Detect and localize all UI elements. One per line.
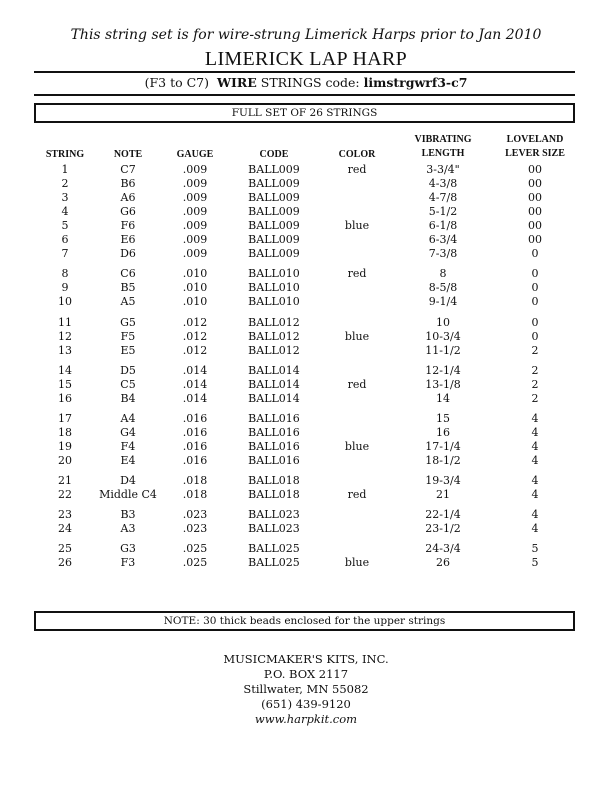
intro-text: This string set is for wire-strung Limerick Harps prior to Jan 2010 — [70, 27, 542, 43]
cell-note: G3 — [120, 542, 136, 556]
cell-code: BALL016 — [248, 411, 300, 425]
cell-vibrating-length: 18-1/2 — [425, 453, 461, 467]
table-row — [0, 474, 612, 488]
cell-code: BALL014 — [248, 377, 300, 391]
cell-code: BALL009 — [248, 219, 300, 233]
cell-string: 10 — [58, 295, 72, 309]
cell-gauge: .010 — [182, 267, 208, 281]
cell-lever-size: 0 — [531, 295, 539, 309]
header-lever-line1: LOVELAND — [506, 134, 564, 145]
cell-gauge: .014 — [182, 363, 208, 377]
cell-note: G4 — [120, 425, 136, 439]
wire-text: WIRE — [216, 75, 257, 90]
cell-string: 3 — [61, 191, 69, 205]
cell-vibrating-length: 17-1/4 — [425, 439, 461, 453]
cell-gauge: .010 — [182, 295, 208, 309]
cell-code: BALL023 — [248, 522, 300, 536]
cell-code: BALL010 — [248, 281, 300, 295]
cell-color: red — [347, 267, 367, 281]
subtitle — [0, 75, 612, 90]
table-row — [0, 233, 612, 247]
cell-lever-size: 4 — [531, 453, 539, 467]
cell-vibrating-length: 4-7/8 — [428, 191, 458, 205]
cell-vibrating-length: 26 — [436, 556, 450, 570]
city-state-zip: Stillwater, MN 55082 — [243, 682, 369, 696]
cell-gauge: .016 — [182, 411, 208, 425]
table-row — [0, 330, 612, 344]
cell-vibrating-length: 13-1/8 — [425, 377, 461, 391]
cell-string: 4 — [61, 205, 69, 219]
cell-lever-size: 2 — [531, 391, 539, 405]
cell-code: BALL010 — [248, 295, 300, 309]
cell-note: G5 — [120, 315, 136, 329]
cell-note: G6 — [120, 205, 136, 219]
cell-note: F4 — [120, 439, 136, 453]
header-gauge: GAUGE — [176, 149, 214, 160]
header-lever-size — [490, 133, 580, 161]
table-row — [0, 378, 612, 392]
cell-gauge: .016 — [182, 453, 208, 467]
cell-code: BALL009 — [248, 205, 300, 219]
cell-lever-size: 0 — [531, 329, 539, 343]
cell-code: BALL012 — [248, 343, 300, 357]
cell-note: B4 — [120, 391, 136, 405]
cell-gauge: .018 — [182, 474, 208, 487]
cell-note: F5 — [120, 329, 136, 343]
cell-note: A4 — [120, 411, 136, 425]
cell-string: 25 — [58, 542, 72, 556]
phone-number: (651) 439-9120 — [261, 697, 351, 711]
cell-gauge: .014 — [182, 391, 208, 405]
cell-vibrating-length: 16 — [436, 425, 450, 439]
cell-note: B3 — [120, 508, 136, 522]
cell-gauge: .010 — [182, 281, 208, 295]
cell-code: BALL025 — [248, 556, 300, 570]
table-row — [0, 191, 612, 205]
cell-vibrating-length: 21 — [436, 488, 450, 502]
table-row — [0, 281, 612, 295]
cell-code: BALL009 — [248, 191, 300, 205]
cell-lever-size: 2 — [531, 377, 539, 391]
cell-gauge: .023 — [182, 522, 208, 536]
cell-note: D4 — [120, 474, 136, 487]
cell-string: 26 — [58, 556, 72, 570]
header-vibrating-line1: VIBRATING — [414, 134, 472, 145]
cell-note: Middle C4 — [99, 488, 157, 502]
cell-string: 13 — [58, 343, 72, 357]
cell-gauge: .009 — [182, 233, 208, 247]
cell-lever-size: 00 — [528, 233, 542, 247]
cell-vibrating-length: 12-1/4 — [425, 363, 461, 377]
table-row — [0, 440, 612, 454]
company-name: MUSICMAKER'S KITS, INC. — [223, 652, 389, 666]
cell-string: 7 — [61, 247, 69, 261]
cell-code: BALL023 — [248, 508, 300, 522]
cell-lever-size: 0 — [531, 281, 539, 295]
cell-lever-size: 00 — [528, 163, 542, 176]
cell-vibrating-length: 8 — [439, 267, 447, 281]
cell-gauge: .018 — [182, 488, 208, 502]
title-rule-top — [34, 71, 575, 73]
cell-vibrating-length: 22-1/4 — [425, 508, 461, 522]
cell-code: BALL009 — [248, 233, 300, 247]
cell-lever-size: 00 — [528, 191, 542, 205]
cell-string: 22 — [58, 488, 72, 502]
cell-string: 21 — [58, 474, 72, 487]
set-code: limstrgwrf3-c7 — [363, 75, 468, 90]
cell-string: 11 — [58, 315, 72, 329]
header-note: NOTE — [113, 149, 143, 160]
cell-string: 9 — [61, 281, 69, 295]
cell-note: D5 — [120, 363, 136, 377]
cell-code: BALL018 — [248, 488, 300, 502]
cell-note: C5 — [120, 377, 136, 391]
cell-code: BALL018 — [248, 474, 300, 487]
cell-vibrating-length: 10 — [436, 315, 450, 329]
cell-vibrating-length: 14 — [436, 391, 450, 405]
cell-code: BALL009 — [248, 177, 300, 191]
table-row — [0, 205, 612, 219]
cell-vibrating-length: 3-3/4" — [426, 163, 460, 176]
table-row — [0, 344, 612, 358]
cell-lever-size: 0 — [531, 247, 539, 261]
cell-lever-size: 0 — [531, 315, 539, 329]
strings-code-label: STRINGS code: — [260, 75, 360, 90]
cell-code: BALL016 — [248, 439, 300, 453]
table-row — [0, 247, 612, 261]
cell-code: BALL012 — [248, 315, 300, 329]
cell-gauge: .012 — [182, 315, 208, 329]
cell-lever-size: 4 — [531, 508, 539, 522]
cell-gauge: .023 — [182, 508, 208, 522]
cell-code: BALL014 — [248, 363, 300, 377]
table-row — [0, 364, 612, 378]
cell-gauge: .025 — [182, 556, 208, 570]
cell-lever-size: 4 — [531, 439, 539, 453]
cell-note: B6 — [120, 177, 136, 191]
cell-string: 19 — [58, 439, 72, 453]
table-row — [0, 316, 612, 330]
cell-color: red — [347, 488, 367, 502]
cell-string: 6 — [61, 233, 69, 247]
cell-lever-size: 4 — [531, 488, 539, 502]
website-link[interactable]: www.harpkit.com — [254, 712, 358, 726]
cell-note: C6 — [120, 267, 136, 281]
cell-gauge: .012 — [182, 343, 208, 357]
cell-gauge: .014 — [182, 377, 208, 391]
cell-lever-size: 4 — [531, 522, 539, 536]
cell-note: A6 — [120, 191, 136, 205]
header-string: STRING — [45, 149, 85, 160]
cell-vibrating-length: 8-5/8 — [428, 281, 458, 295]
cell-string: 12 — [58, 329, 72, 343]
cell-string: 1 — [61, 163, 69, 176]
cell-color: blue — [344, 219, 370, 233]
cell-lever-size: 4 — [531, 411, 539, 425]
cell-vibrating-length: 15 — [436, 411, 450, 425]
cell-color: blue — [344, 556, 370, 570]
table-row — [0, 542, 612, 556]
cell-note: E5 — [120, 343, 136, 357]
cell-gauge: .012 — [182, 329, 208, 343]
table-row — [0, 412, 612, 426]
cell-vibrating-length: 9-1/4 — [428, 295, 458, 309]
full-set-banner: FULL SET OF 26 STRINGS — [34, 103, 575, 123]
cell-vibrating-length: 7-3/8 — [428, 247, 458, 261]
cell-gauge: .009 — [182, 205, 208, 219]
cell-code: BALL009 — [248, 163, 300, 176]
cell-note: E6 — [120, 233, 136, 247]
cell-lever-size: 00 — [528, 177, 542, 191]
cell-code: BALL009 — [248, 247, 300, 261]
cell-string: 23 — [58, 508, 72, 522]
cell-note: C7 — [120, 163, 136, 176]
table-row — [0, 163, 612, 177]
cell-code: BALL014 — [248, 391, 300, 405]
cell-vibrating-length: 11-1/2 — [425, 343, 461, 357]
header-color: COLOR — [338, 149, 376, 160]
cell-string: 17 — [58, 411, 72, 425]
cell-gauge: .009 — [182, 247, 208, 261]
cell-string: 2 — [61, 177, 69, 191]
cell-string: 20 — [58, 453, 72, 467]
cell-string: 18 — [58, 425, 72, 439]
cell-lever-size: 0 — [531, 267, 539, 281]
cell-string: 16 — [58, 391, 72, 405]
cell-vibrating-length: 24-3/4 — [425, 542, 461, 556]
cell-lever-size: 00 — [528, 219, 542, 233]
po-box: P.O. BOX 2117 — [263, 667, 349, 681]
table-row — [0, 454, 612, 468]
page-title: LIMERICK LAP HARP — [204, 48, 408, 70]
cell-note: A3 — [120, 522, 136, 536]
cell-lever-size: 4 — [531, 474, 539, 487]
table-row — [0, 177, 612, 191]
cell-vibrating-length: 5-1/2 — [428, 205, 458, 219]
cell-gauge: .009 — [182, 191, 208, 205]
cell-code: BALL016 — [248, 425, 300, 439]
cell-string: 24 — [58, 522, 72, 536]
cell-code: BALL025 — [248, 542, 300, 556]
cell-gauge: .009 — [182, 177, 208, 191]
table-row — [0, 219, 612, 233]
cell-lever-size: 5 — [531, 556, 539, 570]
header-vibrating-length — [398, 133, 488, 161]
title-rule-bottom — [34, 94, 575, 96]
cell-note: E4 — [120, 453, 136, 467]
table-row — [0, 522, 612, 536]
table-row — [0, 392, 612, 406]
cell-string: 8 — [61, 267, 69, 281]
table-row — [0, 488, 612, 502]
cell-lever-size: 2 — [531, 363, 539, 377]
cell-lever-size: 2 — [531, 343, 539, 357]
cell-code: BALL012 — [248, 329, 300, 343]
cell-lever-size: 00 — [528, 205, 542, 219]
table-row — [0, 295, 612, 309]
cell-gauge: .016 — [182, 425, 208, 439]
cell-note: A5 — [120, 295, 136, 309]
cell-string: 5 — [61, 219, 69, 233]
cell-lever-size: 4 — [531, 425, 539, 439]
cell-note: B5 — [120, 281, 136, 295]
cell-code: BALL016 — [248, 453, 300, 467]
cell-code: BALL010 — [248, 267, 300, 281]
cell-color: blue — [344, 329, 370, 343]
cell-vibrating-length: 6-1/8 — [428, 219, 458, 233]
range-text: (F3 to C7) — [144, 75, 210, 90]
table-row — [0, 267, 612, 281]
cell-vibrating-length: 4-3/8 — [428, 177, 458, 191]
header-vibrating-line2: LENGTH — [421, 148, 465, 159]
header-code: CODE — [259, 149, 289, 160]
header-lever-line2: LEVER SIZE — [505, 148, 565, 159]
cell-string: 14 — [58, 363, 72, 377]
cell-gauge: .016 — [182, 439, 208, 453]
cell-vibrating-length: 6-3/4 — [428, 233, 458, 247]
cell-vibrating-length: 10-3/4 — [425, 329, 461, 343]
cell-color: red — [347, 377, 367, 391]
cell-color: blue — [344, 439, 370, 453]
cell-color: red — [347, 163, 367, 176]
cell-gauge: .025 — [182, 542, 208, 556]
cell-gauge: .009 — [182, 219, 208, 233]
cell-note: F3 — [120, 556, 136, 570]
cell-gauge: .009 — [182, 163, 208, 176]
cell-vibrating-length: 23-1/2 — [425, 522, 461, 536]
cell-note: D6 — [120, 247, 136, 261]
cell-string: 15 — [58, 377, 72, 391]
note-banner: NOTE: 30 thick beads enclosed for the upper strings — [34, 611, 575, 631]
cell-lever-size: 5 — [531, 542, 539, 556]
cell-note: F6 — [120, 219, 136, 233]
cell-vibrating-length: 19-3/4 — [425, 474, 461, 487]
table-row — [0, 556, 612, 570]
company-footer — [0, 652, 612, 727]
table-row — [0, 508, 612, 522]
table-row — [0, 426, 612, 440]
